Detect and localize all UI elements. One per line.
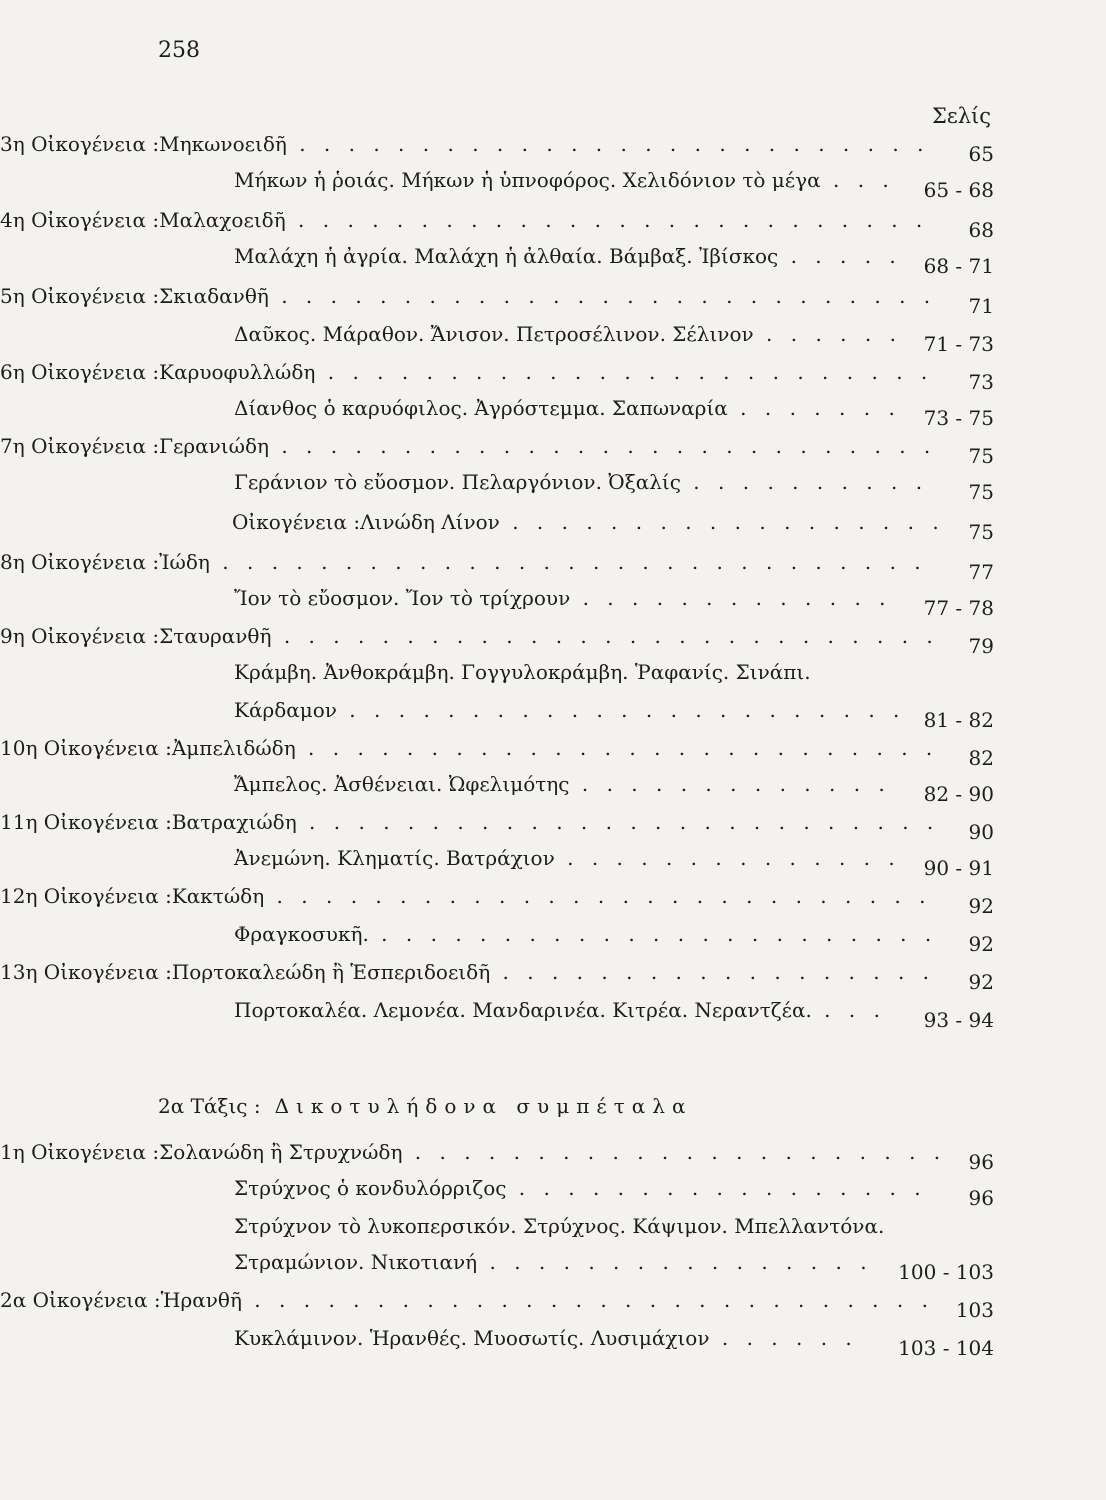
family-label: Οἰκογένεια :: [32, 1288, 161, 1312]
toc-entry-row: [0, 466, 1106, 502]
family-label: Οἰκογένεια :: [31, 434, 160, 458]
entry-text: Ἄμπελος. Ἀσθένειαι. Ὠφελιμότης . . . . . . . . . . . . .: [234, 772, 891, 796]
page-ref: 73: [968, 370, 994, 394]
entry-text: Κράμβη. Ἀνθοκράμβη. Γογγυλοκράμβη. Ῥαφανίς. Σινάπι.: [234, 660, 811, 684]
entry-text: Φραγκοσυκῆ. . . . . . . . . . . . . . . . . . . . . . . .: [234, 922, 938, 946]
family-name: Ἰώδη: [159, 550, 210, 574]
page-ref: 92: [968, 894, 994, 918]
leader-dots: . . . . . . . . . . . . . . . . . . . . . . . . . .: [295, 736, 939, 760]
order-heading: [158, 1094, 692, 1118]
page-ref: 96: [968, 1186, 994, 1210]
entry-text: Στρύχνον τὸ λυκοπερσικόν. Στρύχνος. Κάψιμον. Μπελλαντόνα.: [234, 1214, 885, 1238]
leader-dots: . . . . .: [778, 244, 902, 268]
leader-dots: . . . . . . . . . . . . . . . . . . . . . . . . . . .: [271, 624, 939, 648]
leader-dots: . . . . . . . . . . . . . . . . . . . . . . . . .: [315, 360, 934, 384]
page-ref: 73 - 75: [923, 406, 994, 430]
page-ref: 65 - 68: [923, 178, 994, 202]
family-name: Μαλαχοειδῆ: [159, 208, 286, 232]
family-number: 7η: [0, 434, 32, 458]
leader-dots: . . . . . . . . . . . . . . . . . .: [499, 510, 945, 534]
page-ref: 92: [968, 932, 994, 956]
leader-dots: . . . . . . .: [727, 396, 901, 420]
family-name: Πορτοκαλεώδη ἢ Ἑσπεριδοειδῆ: [171, 960, 491, 984]
page-ref: 103: [955, 1298, 994, 1322]
leader-dots: . . . . . .: [709, 1326, 858, 1350]
family-heading: [0, 736, 938, 760]
leader-dots: . . . . . . . . . . . . . .: [554, 846, 901, 870]
family-name: Λινώδη: [360, 510, 435, 534]
page-ref: 103 - 104: [898, 1336, 994, 1360]
leader-dots: . . . . . . . . . . . . . . . . . . . . . . . . . . . .: [241, 1288, 934, 1312]
entry-text: Κυκλάμινον. Ἡρανθές. Μυοσωτίς. Λυσιμάχιον . . . . . .: [234, 1326, 858, 1350]
toc-family-row: [0, 1136, 1106, 1172]
leader-dots: . . .: [820, 168, 895, 192]
entry-text: Ἀνεμώνη. Κληματίς. Βατράχιον . . . . . . . . . . . . . .: [234, 846, 901, 870]
page-ref: 100 - 103: [898, 1260, 994, 1284]
leader-dots: . . . . . .: [753, 322, 902, 346]
toc-entry-row: [0, 164, 1106, 200]
page-ref: 71: [968, 294, 994, 318]
page-ref: 90 - 91: [923, 856, 994, 880]
toc-family-row: [0, 806, 1106, 842]
family-heading: [232, 510, 945, 534]
family-name: Μηκωνοειδῆ: [159, 132, 287, 156]
family-suffix: Λίνον: [434, 510, 500, 534]
family-number: 4η: [0, 208, 32, 232]
page-ref: 77 - 78: [923, 596, 994, 620]
order-label: 2α Τάξις :: [158, 1094, 261, 1118]
family-label: Οἰκογένεια :: [43, 810, 172, 834]
leader-dots: . . . . . . . . . . . . . . . . . . . . . . .: [368, 922, 938, 946]
family-label: Οἰκογένεια :: [31, 1140, 160, 1164]
family-name: Ἀμπελιδώδη: [171, 736, 296, 760]
family-name: Γερανιώδη: [159, 434, 269, 458]
toc-entry-row: [0, 392, 1106, 428]
family-name: Καρυοφυλλώδη: [159, 360, 316, 384]
leader-dots: . . . . . . . . . .: [680, 470, 929, 494]
leader-dots: . . . . . . . . . . . . . . . . . . . . . . . . . . .: [268, 434, 937, 458]
entry-text: Κάρδαμον . . . . . . . . . . . . . . . . . . . . . . .: [234, 698, 906, 722]
entry-text: Δαῦκος. Μάραθον. Ἄνισον. Πετροσέλινον. Σέλινον . . . . . .: [234, 322, 902, 346]
page-ref: 79: [968, 634, 994, 658]
leader-dots: . . . . . . . . . . . . .: [570, 586, 892, 610]
family-label: Οἰκογένεια :: [31, 624, 160, 648]
family-heading: [0, 434, 936, 458]
toc-entry-row: [0, 694, 1106, 730]
leader-dots: . . . . . . . . . . . . . . . . . .: [490, 960, 936, 984]
leader-dots: . . . . . . . . . . . . . . . . . . . . . . . . . .: [296, 810, 940, 834]
toc-entry-row: [0, 318, 1106, 354]
page-ref: 71 - 73: [923, 332, 994, 356]
page-ref: 75: [968, 520, 994, 544]
leader-dots: . . . . . . . . . . . . . . . . .: [506, 1176, 927, 1200]
column-header-pages: Σελίς: [932, 104, 992, 128]
leader-dots: . . . . . . . . . . . . . . . . . . . . . . . . . .: [286, 132, 930, 156]
leader-dots: . . . . . . . . . . . . .: [569, 772, 891, 796]
family-name: Σολανώδη ἢ Στρυχνώδη: [159, 1140, 403, 1164]
entry-text: Δίανθος ὁ καρυόφιλος. Ἀγρόστεμμα. Σαπωναρία . . . . . . .: [234, 396, 901, 420]
page-ref: 65: [968, 142, 994, 166]
family-label: Οἰκογένεια :: [43, 736, 172, 760]
family-number: 10η: [0, 736, 44, 760]
entry-text: Ἴον τὸ εὔοσμον. Ἴον τὸ τρίχρουν . . . . . . . . . . . . .: [234, 586, 892, 610]
toc-entry-row: [0, 1172, 1106, 1208]
toc-family-row: [0, 620, 1106, 656]
toc-family-row: [0, 280, 1106, 316]
entry-text: Στρύχνος ὁ κονδυλόρριζος . . . . . . . . . . . . . . . . .: [234, 1176, 927, 1200]
toc-family-row: [0, 204, 1106, 240]
family-name: Βατραχιώδη: [171, 810, 297, 834]
page-ref: 92: [968, 970, 994, 994]
page-ref: 68 - 71: [923, 254, 994, 278]
family-heading: [0, 960, 935, 984]
family-label: Οἰκογένεια :: [232, 510, 361, 534]
family-heading: [0, 810, 939, 834]
entry-text: Στραμώνιον. Νικοτιανή . . . . . . . . . . . . . . . .: [234, 1250, 873, 1274]
family-label: Οἰκογένεια :: [31, 284, 160, 308]
family-label: Οἰκογένεια :: [31, 550, 160, 574]
family-heading: [0, 884, 932, 908]
page-ref: 82 - 90: [923, 782, 994, 806]
family-number: 11η: [0, 810, 44, 834]
toc-entry-row: [0, 918, 1106, 954]
family-heading: [0, 360, 933, 384]
toc-entry-row: [0, 1246, 1106, 1282]
family-number: 13η: [0, 960, 44, 984]
toc-family-row: [0, 546, 1106, 582]
order-name: Δικοτυλήδονα συμπέταλα: [274, 1094, 693, 1118]
page-ref: 75: [968, 444, 994, 468]
entry-text: Μαλάχη ἡ ἀγρία. Μαλάχη ἡ ἀλθαία. Βάμβαξ. Ἰβίσκος . . . . .: [234, 244, 902, 268]
toc-entry-row: [0, 1322, 1106, 1358]
leader-dots: . . . . . . . . . . . . . . . . . . . . . .: [402, 1140, 947, 1164]
page-ref: 81 - 82: [923, 708, 994, 732]
family-name: Κακτώδη: [171, 884, 265, 908]
toc-family-row: [0, 128, 1106, 164]
page-ref: 90: [968, 820, 994, 844]
entry-text: Γεράνιον τὸ εὔοσμον. Πελαργόνιον. Ὀξαλίς . . . . . . . . . .: [234, 470, 929, 494]
page-ref: 77: [968, 560, 994, 584]
page-ref: 96: [968, 1150, 994, 1174]
family-label: Οἰκογένεια :: [31, 360, 160, 384]
leader-dots: . . .: [811, 998, 886, 1022]
toc-entry-row: [0, 768, 1106, 804]
family-name: Σταυρανθῆ: [159, 624, 272, 648]
family-label: Οἰκογένεια :: [31, 132, 160, 156]
leader-dots: . . . . . . . . . . . . . . . . . . . . . . . . . .: [285, 208, 929, 232]
family-heading: [0, 284, 936, 308]
family-name: Σκιαδανθῆ: [159, 284, 269, 308]
family-heading: [0, 1288, 934, 1312]
family-heading: [0, 132, 929, 156]
family-number: 6η: [0, 360, 32, 384]
family-number: 9η: [0, 624, 32, 648]
family-heading: [0, 550, 927, 574]
family-name: Ἡρανθῆ: [160, 1288, 242, 1312]
entry-text: Μήκων ἡ ῥοιάς. Μήκων ἡ ὑπνοφόρος. Χελιδόνιον τὸ μέγα . . .: [234, 168, 895, 192]
family-heading: [0, 1140, 946, 1164]
page-ref: 68: [968, 218, 994, 242]
leader-dots: . . . . . . . . . . . . . . . . . . . . . . . . . . .: [264, 884, 932, 908]
toc-entry-row: [0, 842, 1106, 878]
toc-family-row: [0, 732, 1106, 768]
toc-entry-row: [0, 1210, 1106, 1246]
family-label: Οἰκογένεια :: [43, 884, 172, 908]
toc-family-row: [0, 956, 1106, 992]
family-heading: [0, 624, 939, 648]
leader-dots: . . . . . . . . . . . . . . . . . . . . . . .: [336, 698, 906, 722]
toc-entry-row: [0, 656, 1106, 692]
toc-family-row: [0, 430, 1106, 466]
family-number: 1η: [0, 1140, 32, 1164]
family-label: Οἰκογένεια :: [31, 208, 160, 232]
family-number: 8η: [0, 550, 32, 574]
leader-dots: . . . . . . . . . . . . . . . . . . . . . . . . . . . . .: [209, 550, 927, 574]
page-ref: 82: [968, 746, 994, 770]
toc-family-row: [0, 356, 1106, 392]
leader-dots: . . . . . . . . . . . . . . . .: [477, 1250, 873, 1274]
toc-entry-row: [0, 240, 1106, 276]
family-heading: [0, 208, 928, 232]
leader-dots: . . . . . . . . . . . . . . . . . . . . . . . . . . .: [268, 284, 937, 308]
family-label: Οἰκογένεια :: [43, 960, 172, 984]
page-ref: 93 - 94: [923, 1008, 994, 1032]
toc-family-row: [0, 506, 1106, 542]
page-number: 258: [158, 38, 200, 63]
family-number: 12η: [0, 884, 44, 908]
family-number: 2α: [0, 1288, 33, 1312]
page-ref: 75: [968, 480, 994, 504]
toc-entry-row: [0, 582, 1106, 618]
toc-family-row: [0, 1284, 1106, 1320]
family-number: 5η: [0, 284, 32, 308]
toc-entry-row: [0, 994, 1106, 1030]
toc-family-row: [0, 880, 1106, 916]
entry-text: Πορτοκαλέα. Λεμονέα. Μανδαρινέα. Κιτρέα. Νεραντζέα. . . .: [234, 998, 886, 1022]
family-number: 3η: [0, 132, 32, 156]
